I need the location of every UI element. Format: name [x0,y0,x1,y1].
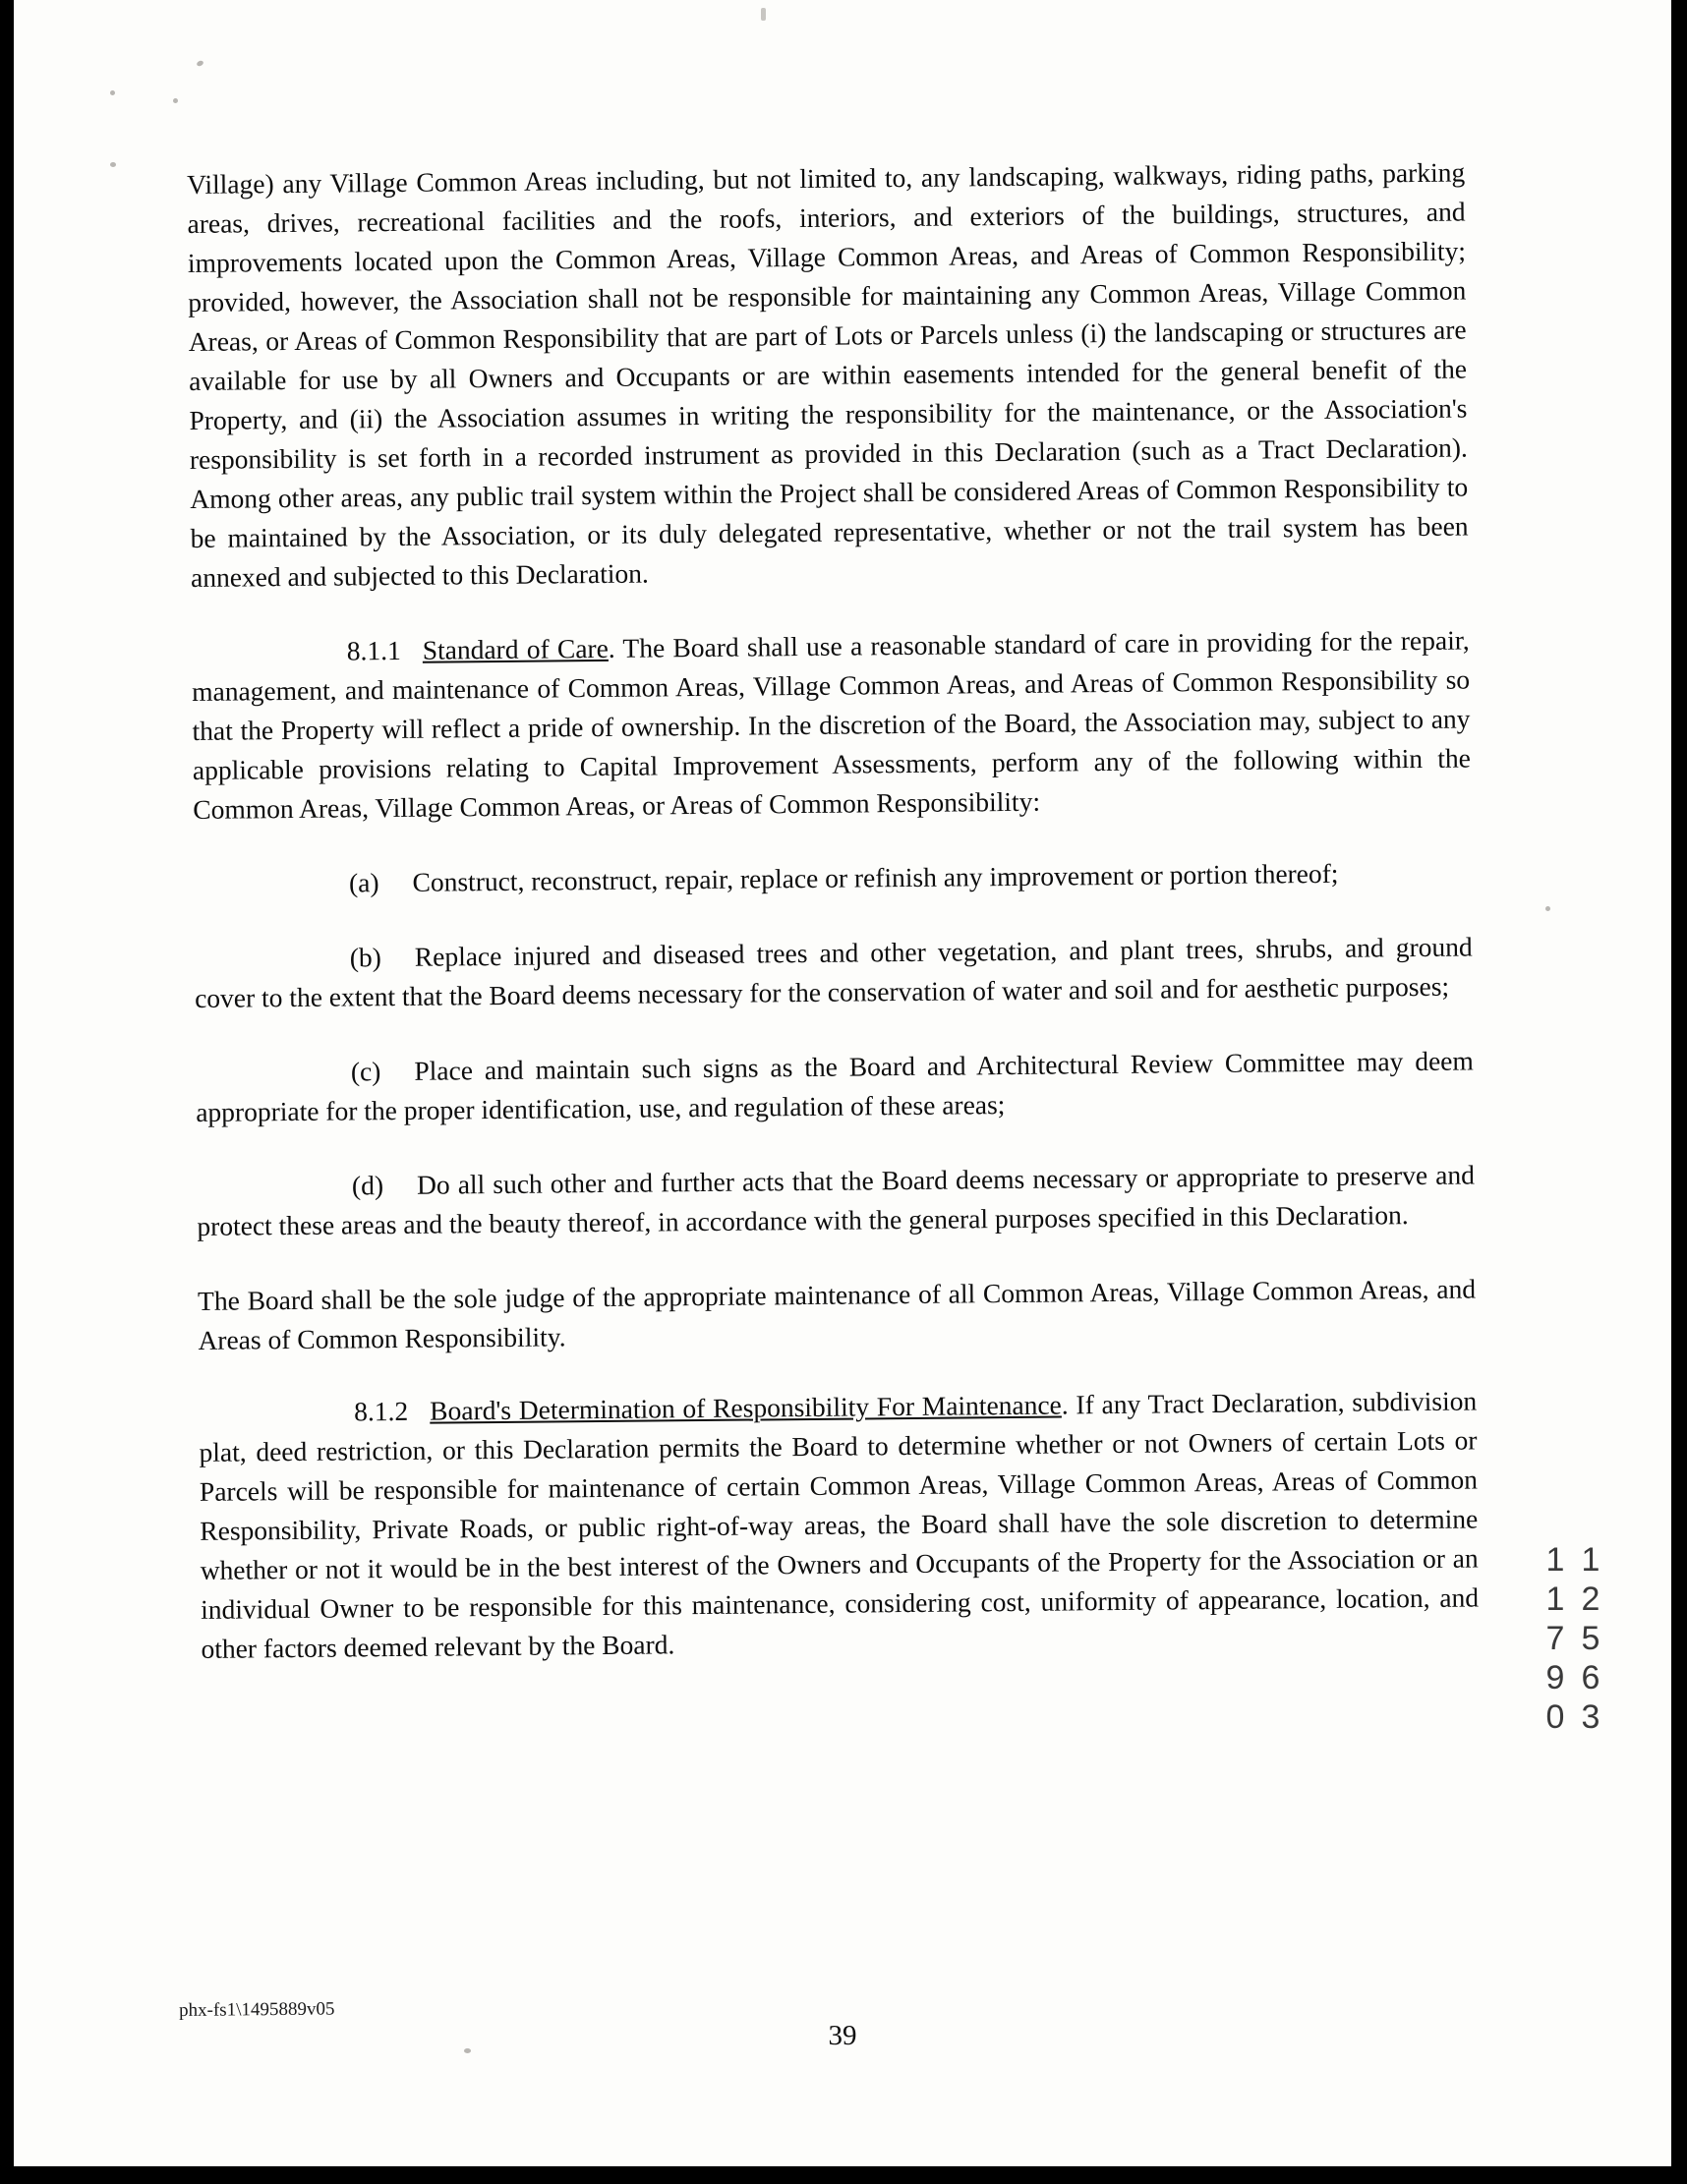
section-heading-standard-of-care: Standard of Care [422,632,609,665]
section-8-1-2 [199,1381,1480,1668]
paragraph-sole-judge: The Board shall be the sole judge of the appropriate maintenance of all Common Areas, Village Common Areas, and Areas of Common Responsibility. [197,1273,1477,1355]
page-number: 39 [828,2020,857,2051]
margin-stamp [1538,1541,1608,1738]
list-label-d: (d) [351,1170,384,1201]
section-number-8-1-2: 8.1.2 [354,1395,409,1427]
list-label-b: (b) [349,942,381,973]
section-8-1-2-body: . If any Tract Declaration, subdivision plat, deed restriction, or this Declaration permits the Board to determine whether or not Owners of certain Lots or Parcels will be responsible for maintenance of certain Common Areas, Village Common Areas, Areas of Common Responsibility, Private Roads, or public right-of-way areas, the Board shall have the sole discretion to determine whether or not it would be in the best interest of the Owners and Occupants of the Property for the Association or an individual Owner to be responsible for this maintenance, considering cost, uniformity of appearance, location, and other factors deemed relevant by the Board. [199,1385,1480,1664]
paragraph-intro: Village) any Village Common Areas including, but not limited to, any landscaping, walkways, riding paths, parking areas, drives, recreational facilities and the roofs, interiors, and exteriors of the buildings, structures, and improvements located upon the Common Areas, Village Common Areas, and Areas of Common Responsibility; provided, however, the Association shall not be responsible for maintaining any Common Areas, Village Common Areas, or Areas of Common Responsibility that are part of Lots or Parcels unless (i) the landscaping or structures are available for use by all Owners and Occupants or are within easements intended for the general benefit of the Property, and (ii) the Association assumes in writing the responsibility for the maintenance, or the Association's responsibility is set forth in a recorded instrument as provided in this Declaration (such as a Tract Declaration). Among other areas, any public trail system within the Project shall be considered Areas of Common Responsibility to be maintained by the Association, or its duly delegated representative, whether or not the trail system has been annexed and subjected to this Declaration. [187,156,1469,593]
scan-artifact [1545,906,1550,911]
list-text-a: Construct, reconstruct, repair, replace or refinish any improvement or portion thereof; [412,857,1339,897]
list-label-a: (a) [348,867,379,898]
list-item-b [195,927,1474,1017]
list-text-c: Place and maintain such signs as the Board and Architectural Review Committee may deem appropriate for the proper identification, use, and regulation of these areas; [196,1045,1474,1127]
margin-stamp-line-2: 11790 [1537,1541,1574,1738]
section-number-8-1-1: 8.1.1 [346,634,401,666]
list-text-b: Replace injured and diseased trees and other vegetation, and plant trees, shrubs, and ground cover to the extent that the Board deems necessary for the conservation of water and soil and for aesthetic purposes; [194,931,1473,1013]
scan-edge-left [0,0,14,2184]
section-8-1-1-body: . The Board shall use a reasonable standard of care in providing for the repair, management, and maintenance of Common Areas, Village Common Areas, and Areas of Common Responsibility so that the Property will reflect a pride of ownership. In the discretion of the Board, the Association may, subject to any applicable provisions relating to Capital Improvement Assessments, perform any of the following within the Common Areas, Village Common Areas, or Areas of Common Responsibility: [191,624,1471,825]
list-label-c: (c) [350,1056,381,1087]
scan-artifact [196,60,204,67]
list-item-d [197,1155,1476,1245]
section-8-1-1 [192,620,1472,829]
scan-edge-right [1671,0,1687,2184]
scan-artifact [173,98,178,103]
scan-artifact [110,162,116,167]
scan-artifact [110,90,115,95]
page-body [14,0,1671,2166]
scan-artifact [761,8,766,21]
margin-stamp-line-1: 12563 [1572,1541,1609,1738]
section-heading-boards-determination: Board's Determination of Responsibility For Maintenance [430,1389,1062,1426]
list-item-c [196,1041,1475,1131]
scan-edge-bottom [0,2166,1687,2184]
list-text-d: Do all such other and further acts that the Board deems necessary or appropriate to preserve and protect these areas and the beauty thereof, in accordance with the general purposes specified in this Declaration. [197,1159,1476,1241]
footer-reference: phx-fs1\1495889v05 [179,1998,335,2021]
document-text-column [187,153,1480,1669]
